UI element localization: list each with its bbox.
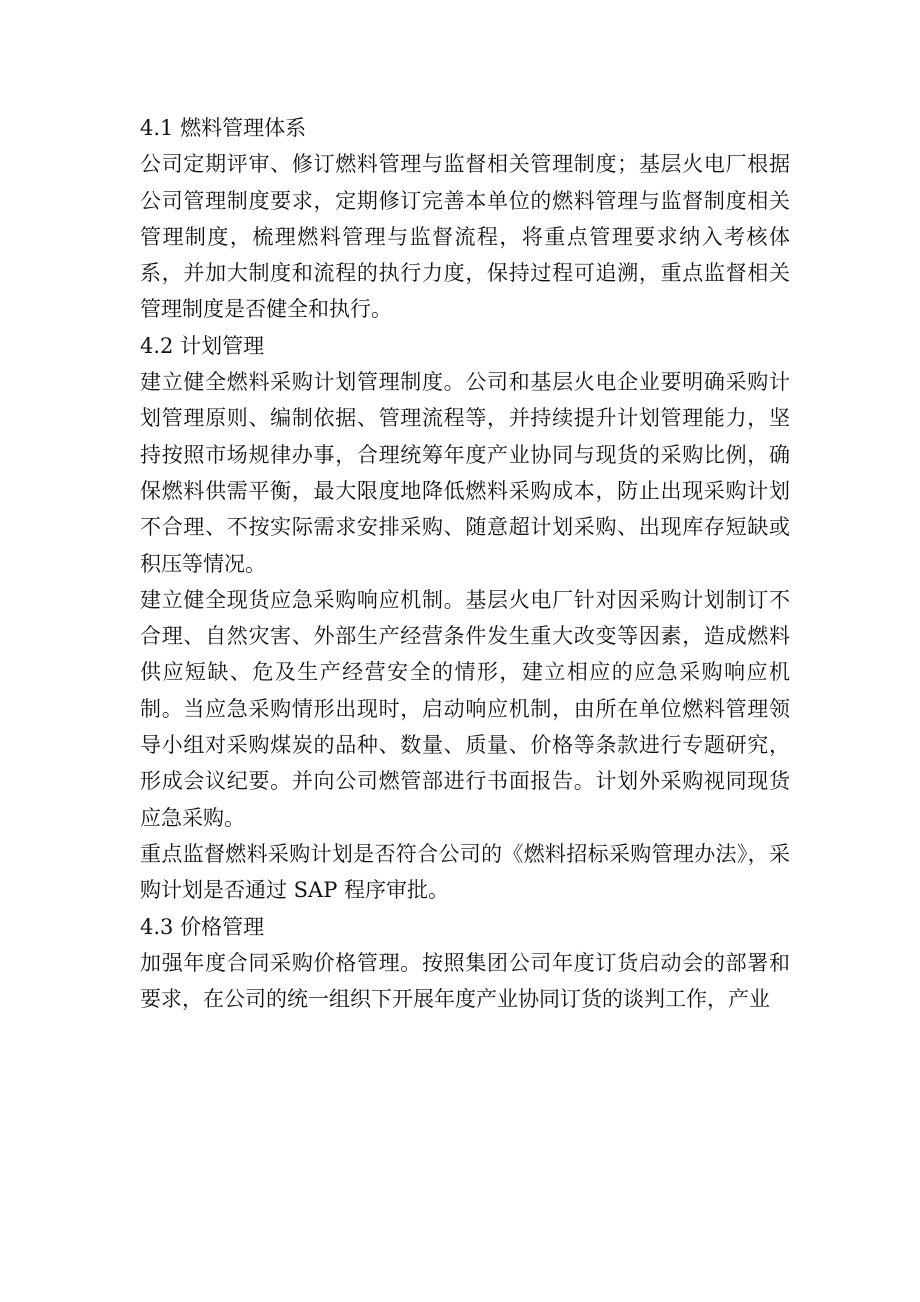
section-heading-4-3: 4.3 价格管理 — [140, 914, 265, 939]
section-4-3-paragraph-1: 加强年度合同采购价格管理。按照集团公司年度订货启动会的部署和要求，在公司的统一组织下开展年度产业协同订货的谈判工作，产业 — [140, 950, 790, 1012]
section-4-2-paragraph-1: 建立健全燃料采购计划管理制度。公司和基层火电企业要明确采购计划管理原则、编制依据、管理流程等，并持续提升计划管理能力，坚持按照市场规律办事，合理统筹年度产业协同与现货的采购比例，确保燃料供需平衡，最大限度地降低燃料采购成本，防止出现采购计划不合理、不按实际需求安排采购、随意超计划采购、出现库存短缺或积压等情况。 — [140, 370, 790, 576]
section-heading-4-2: 4.2 计划管理 — [140, 333, 265, 358]
section-4-2-paragraph-2: 建立健全现货应急采购响应机制。基层火电厂针对因采购计划制订不合理、自然灾害、外部生产经营条件发生重大改变等因素，造成燃料供应短缺、危及生产经营安全的情形，建立相应的应急采购响应机制。当应急采购情形出现时，启动响应机制，由所在单位燃料管理领导小组对采购煤炭的品种、数量、质量、价格等条款进行专题研究，形成会议纪要。并向公司燃管部进行书面报告。计划外采购视同现货应急采购。 — [140, 587, 790, 830]
document-body — [140, 110, 790, 1017]
section-4-2-paragraph-3: 重点监督燃料采购计划是否符合公司的《燃料招标采购管理办法》，采购计划是否通过 SAP 程序审批。 — [140, 841, 790, 903]
section-4-1-paragraph-1: 公司定期评审、修订燃料管理与监督相关管理制度；基层火电厂根据公司管理制度要求，定期修订完善本单位的燃料管理与监督制度相关管理制度，梳理燃料管理与监督流程，将重点管理要求纳入考核体系，并加大制度和流程的执行力度，保持过程可追溯，重点监督相关管理制度是否健全和执行。 — [140, 152, 790, 322]
section-heading-4-1: 4.1 燃料管理体系 — [140, 116, 307, 140]
